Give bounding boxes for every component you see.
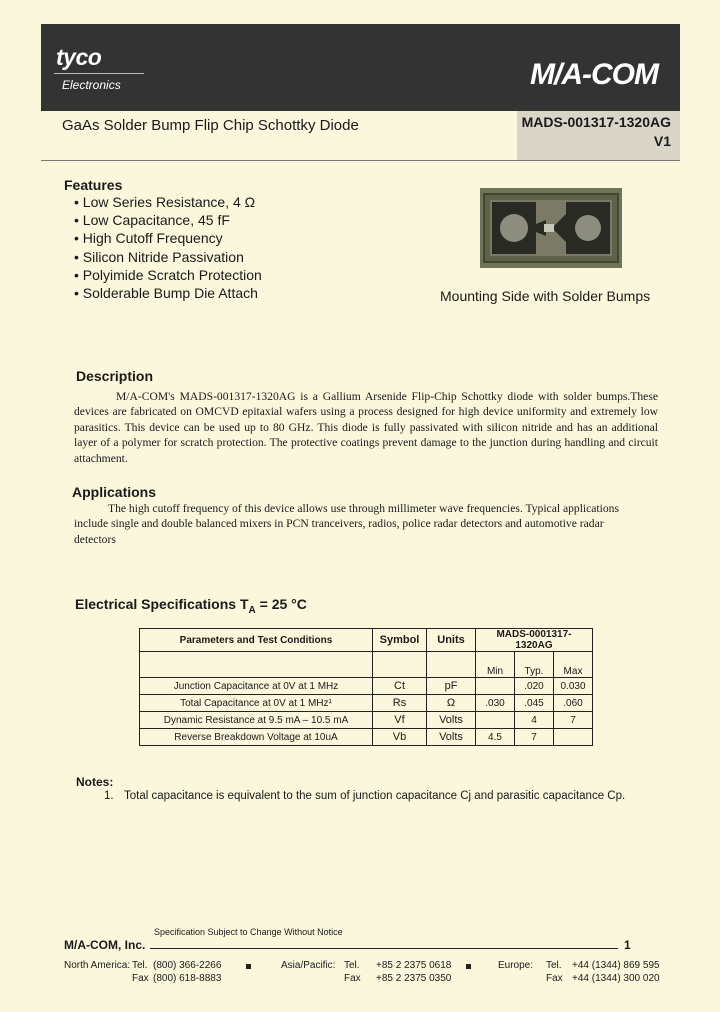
feature-item: • Silicon Nitride Passivation xyxy=(74,248,262,266)
table-row xyxy=(140,729,593,746)
north-america-tel: (800) 366-2266 xyxy=(153,960,222,971)
asia-pacific-fax-label: Fax xyxy=(344,973,361,984)
tyco-logo-subtitle: Electronics xyxy=(62,78,121,92)
row-typ: .045 xyxy=(515,695,554,712)
column-header-part: MADS-0001317-1320AG xyxy=(476,629,593,652)
asia-pacific-label: Asia/Pacific: xyxy=(281,960,336,971)
footer-divider xyxy=(150,948,618,949)
row-units: pF xyxy=(427,678,476,695)
row-symbol: Vb xyxy=(373,729,427,746)
column-header-conditions: Parameters and Test Conditions xyxy=(140,629,373,652)
row-units: Ω xyxy=(427,695,476,712)
asia-pacific-tel: +85 2 2375 0618 xyxy=(376,960,452,971)
asia-pacific-fax: +85 2 2375 0350 xyxy=(376,973,452,984)
row-condition: Total Capacitance at 0V at 1 MHz¹ xyxy=(140,695,373,712)
table-row xyxy=(140,678,593,695)
feature-item: • Polyimide Scratch Protection xyxy=(74,266,262,284)
specs-heading xyxy=(75,596,307,616)
table-cell xyxy=(140,652,373,678)
row-condition: Reverse Breakdown Voltage at 10uA xyxy=(140,729,373,746)
column-header-symbol: Symbol xyxy=(373,629,427,652)
table-cell xyxy=(373,652,427,678)
page-number: 1 xyxy=(624,938,631,952)
table-cell xyxy=(427,652,476,678)
column-header-min: Min xyxy=(476,652,515,678)
row-units: Volts xyxy=(427,712,476,729)
column-header-units: Units xyxy=(427,629,476,652)
table-row xyxy=(140,695,593,712)
flip-chip-photo xyxy=(480,188,622,268)
row-typ: 7 xyxy=(515,729,554,746)
row-max: 7 xyxy=(554,712,593,729)
table-subheader-row xyxy=(140,652,593,678)
title-divider xyxy=(41,160,680,161)
row-symbol: Vf xyxy=(373,712,427,729)
notes-heading: Notes: xyxy=(76,775,114,789)
asia-pacific-tel-label: Tel. xyxy=(344,960,360,971)
feature-item: • Solderable Bump Die Attach xyxy=(74,284,262,302)
spec-notice: Specification Subject to Change Without Notice xyxy=(154,927,343,937)
europe-tel-label: Tel. xyxy=(546,960,562,971)
row-typ: .020 xyxy=(515,678,554,695)
europe-label: Europe: xyxy=(498,960,534,971)
row-symbol: Ct xyxy=(373,678,427,695)
feature-item: • Low Series Resistance, 4 Ω xyxy=(74,193,262,211)
applications-heading: Applications xyxy=(72,484,157,500)
table-header-row xyxy=(140,629,593,652)
row-min xyxy=(476,678,515,695)
north-america-label: North America: xyxy=(64,960,131,971)
europe-fax-label: Fax xyxy=(546,973,563,984)
applications-text: The high cutoff frequency of this device allows use through millimeter wave frequencies. Typical applications include single and double balanced mixers in PCN tranceivers, radios, police radar detectors and automotive radar detectors xyxy=(74,502,619,546)
north-america-fax-label: Fax xyxy=(132,973,149,984)
note-number: 1. xyxy=(104,790,114,802)
north-america-fax: (800) 618-8883 xyxy=(153,973,222,984)
description-text: M/A-COM's MADS-001317-1320AG is a Gallium Arsenide Flip-Chip Schottky diode with solder bumps.These devices are fabricated on OMCVD epitaxial wafers using a process designed for high device uniformity and extremely low parasitics. This device can be used up to 80 GHz. This diode is fully passivated with silicon nitride and has an additional layer of a polymer for scratch protection. The protective coatings prevent damage to the junction during handling and circuit attachment. xyxy=(74,390,658,465)
version-label: V1 xyxy=(653,133,671,149)
feature-item: • High Cutoff Frequency xyxy=(74,229,262,247)
separator-square xyxy=(246,964,251,969)
row-symbol: Rs xyxy=(373,695,427,712)
table-row xyxy=(140,712,593,729)
company-name: M/A-COM, Inc. xyxy=(64,938,146,952)
description-heading: Description xyxy=(76,368,154,384)
product-title: GaAs Solder Bump Flip Chip Schottky Diode xyxy=(62,117,359,134)
logo-divider xyxy=(54,73,144,74)
column-header-max: Max xyxy=(554,652,593,678)
row-units: Volts xyxy=(427,729,476,746)
specs-heading-prefix: Electrical Specifications T xyxy=(75,596,249,612)
feature-item: • Low Capacitance, 45 fF xyxy=(74,211,262,229)
specs-heading-subscript: A xyxy=(248,604,256,616)
separator-square xyxy=(466,964,471,969)
row-condition: Dynamic Resistance at 9.5 mA – 10.5 mA xyxy=(140,712,373,729)
part-number: MADS-001317-1320AG xyxy=(521,114,671,130)
row-max: 0.030 xyxy=(554,678,593,695)
features-list xyxy=(74,193,262,302)
row-min xyxy=(476,712,515,729)
note-text: Total capacitance is equivalent to the sum of junction capacitance Cj and parasitic capacitance Cp. xyxy=(124,790,626,802)
europe-fax: +44 (1344) 300 020 xyxy=(572,973,660,984)
column-header-typ: Typ. xyxy=(515,652,554,678)
row-max: .060 xyxy=(554,695,593,712)
tyco-logo: tyco xyxy=(56,44,102,70)
row-typ: 4 xyxy=(515,712,554,729)
row-min: 4.5 xyxy=(476,729,515,746)
features-heading: Features xyxy=(64,177,123,193)
north-america-tel-label: Tel. xyxy=(132,960,148,971)
photo-caption: Mounting Side with Solder Bumps xyxy=(440,288,651,304)
row-condition: Junction Capacitance at 0V at 1 MHz xyxy=(140,678,373,695)
macom-logo: M/A-COM xyxy=(530,58,658,91)
specs-table xyxy=(139,628,593,746)
row-min: .030 xyxy=(476,695,515,712)
row-max xyxy=(554,729,593,746)
europe-tel: +44 (1344) 869 595 xyxy=(572,960,660,971)
specs-heading-suffix: = 25 °C xyxy=(255,596,307,612)
